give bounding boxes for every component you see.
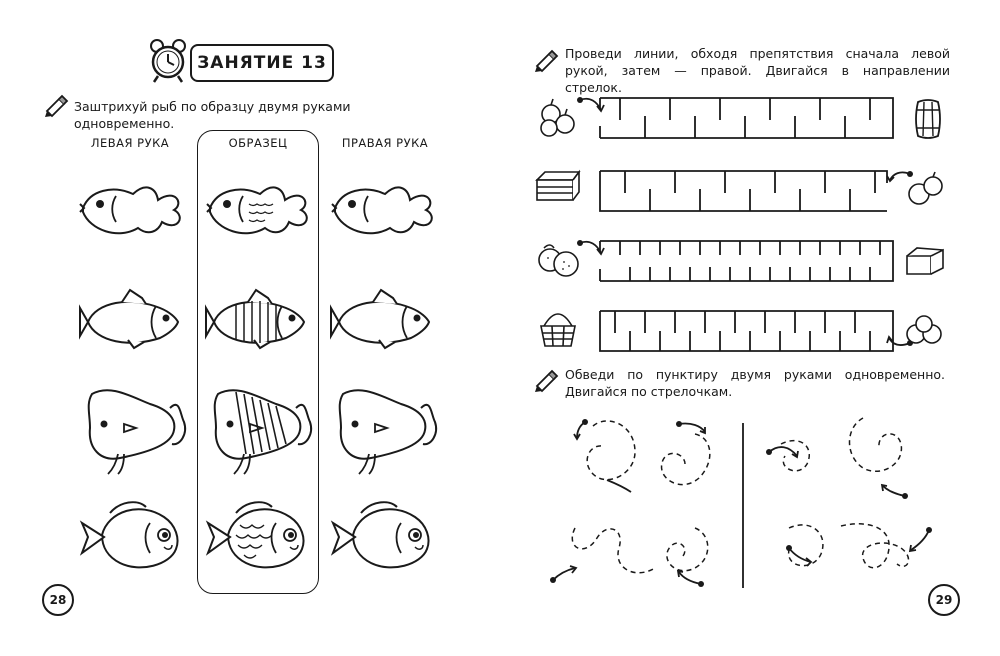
pencil-icon (534, 368, 558, 396)
plums-icon (904, 312, 946, 348)
fish-4-left[interactable] (80, 495, 190, 580)
maze-row-3 (600, 241, 893, 281)
page-number-right: 29 (928, 584, 960, 616)
right-instruction-2: Обведи по пунктиру двумя руками одновременно. Двигайся по стрелочкам. (565, 367, 945, 399)
oranges-icon (536, 238, 582, 280)
fish-3-right[interactable] (331, 384, 441, 479)
fish-3-left[interactable] (80, 384, 190, 479)
fish-1-left[interactable] (78, 170, 188, 245)
crate-icon (533, 170, 581, 204)
fish-1-sample (205, 170, 315, 245)
barrel-icon (912, 98, 944, 140)
pencil-icon (534, 48, 558, 76)
fish-3-sample (206, 384, 316, 479)
fish-2-left[interactable] (80, 282, 190, 357)
apples-icon (537, 96, 579, 138)
lesson-title: ЗАНЯТИЕ 13 (190, 44, 334, 82)
plums-icon (905, 170, 945, 208)
box-icon (903, 246, 947, 276)
right-instruction-1: Проведи линии, обходя препятствия сначала левой рукой, затем — правой. Двигайся в направлении стрелок. (565, 46, 950, 95)
maze-area (525, 88, 955, 358)
fish-2-sample (206, 282, 316, 357)
maze-row-2 (600, 171, 887, 211)
basket-icon (538, 308, 578, 350)
fish-1-right[interactable] (330, 170, 440, 245)
left-instruction: Заштрихуй рыб по образцу двумя руками одновременно. (74, 99, 351, 131)
fish-4-sample (206, 495, 316, 580)
pencil-icon (44, 93, 68, 121)
column-label-right: ПРАВАЯ РУКА (341, 136, 429, 150)
maze-row-1 (600, 98, 893, 138)
page-number-left: 28 (42, 584, 74, 616)
maze-row-4 (600, 311, 893, 351)
fish-2-right[interactable] (331, 282, 441, 357)
column-label-sample: ОБРАЗЕЦ (228, 136, 288, 150)
alarm-clock-icon (143, 38, 193, 88)
tracing-area (545, 408, 945, 598)
fish-4-right[interactable] (331, 495, 441, 580)
column-label-left: ЛЕВАЯ РУКА (90, 136, 170, 150)
